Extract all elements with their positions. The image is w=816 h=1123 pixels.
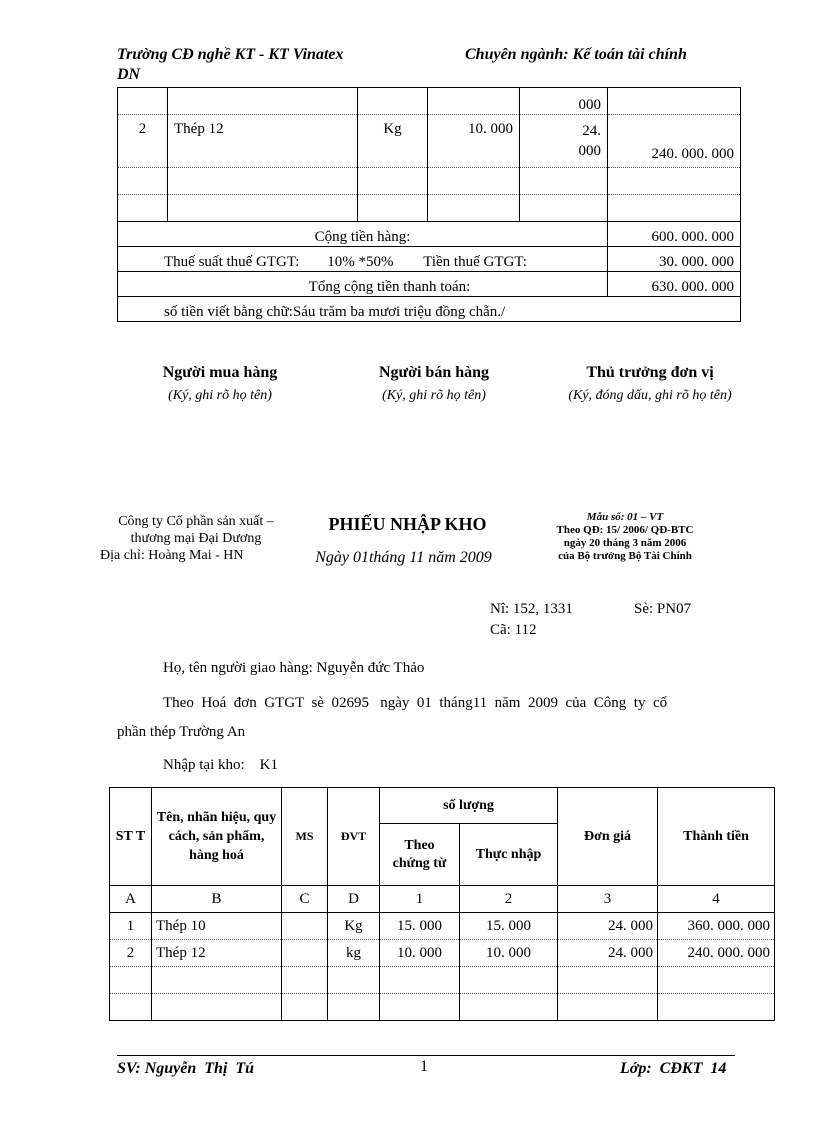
- receipt-number: Sè: PN07: [634, 601, 692, 617]
- vat-amount: 30. 000. 000: [608, 247, 741, 272]
- signature-title: Thủ trưởng đơn vị: [586, 364, 714, 381]
- price-line2: 000: [578, 143, 601, 159]
- col-name: Tên, nhãn hiệu, quy cách, sản phẩm, hàng hoá: [152, 788, 282, 886]
- qty-cell: 10. 000: [428, 115, 520, 168]
- goods-total-label: Cộng tiền hàng:: [118, 222, 608, 247]
- debit-account: Nî: 152, 1331: [490, 601, 573, 617]
- signature-title: Người mua hàng: [162, 364, 278, 381]
- receipt-date: Ngày 01tháng 11 năm 2009: [315, 549, 492, 566]
- goods-total-value: 600. 000. 000: [608, 222, 741, 247]
- table-row: 1 Thép 10 Kg 15. 000 15. 000 24. 000 360. 000. 000: [110, 913, 775, 940]
- school-name-suffix: DN: [117, 66, 141, 83]
- company-block: [96, 513, 296, 564]
- table-row: 2 Thép 12 kg 10. 000 10. 000 24. 000 240. 000. 000: [110, 940, 775, 967]
- table-row: [118, 88, 741, 115]
- table-row: [118, 168, 741, 195]
- footer-rule: [117, 1055, 735, 1056]
- school-name: Trường CĐ nghề KT - KT Vinatex: [117, 46, 344, 63]
- col-amount: Thành tiền: [658, 788, 775, 886]
- form-number: Mẫu số: 01 – VT: [586, 511, 664, 523]
- table-row: [110, 967, 775, 994]
- col-price: Đơn giá: [558, 788, 658, 886]
- signature-note: (Ký, ghi rõ họ tên): [382, 388, 486, 403]
- class-name: Lớp: CĐKT 14: [620, 1060, 727, 1077]
- col-by-document: Theo chứng từ: [380, 824, 460, 886]
- invoice-reference-cont: phần thép Trường An: [117, 724, 246, 740]
- signature-note: (Ký, đóng dấu, ghi rõ họ tên): [568, 388, 732, 403]
- col-unit: ĐVT: [328, 788, 380, 886]
- price-cell: [520, 115, 608, 168]
- director-signature: [540, 364, 760, 404]
- grand-total-value: 630. 000. 000: [608, 272, 741, 297]
- invoice-reference: Theo Hoá đơn GTGT sè 02695 ngày 01 tháng11 năm 2009 của Công ty cổ: [163, 695, 668, 711]
- deliverer-line: Họ, tên người giao hàng: Nguyễn đức Thảo: [163, 660, 425, 676]
- goods-total-row: [118, 222, 741, 247]
- page-number: 1: [420, 1058, 428, 1075]
- buyer-signature: [120, 364, 320, 404]
- student-name: SV: Nguyễn Thị Tú: [117, 1060, 255, 1077]
- price-cell: 000: [520, 88, 608, 115]
- credit-account: Cã: 112: [490, 622, 537, 638]
- company-line1: Công ty Cổ phần sản xuất –: [118, 514, 274, 529]
- signature-note: (Ký, ghi rõ họ tên): [168, 388, 272, 403]
- receipt-title: PHIẾU NHẬP KHO: [328, 514, 487, 534]
- warehouse-line: Nhập tại kho: K1: [163, 757, 278, 773]
- in-words-row: [118, 297, 741, 322]
- stt-cell: 2: [118, 115, 168, 168]
- receipt-table: [109, 787, 775, 1021]
- table-row: [118, 195, 741, 222]
- invoice-table: [117, 88, 741, 322]
- table-row: [110, 994, 775, 1021]
- code-row: A B C D 1 2 3 4: [110, 886, 775, 913]
- grand-total-row: [118, 272, 741, 297]
- col-actual: Thực nhập: [460, 824, 558, 886]
- vat-row: [118, 247, 741, 272]
- vat-amount-label: Tiền thuế GTGT:: [423, 254, 527, 270]
- form-info: [520, 511, 730, 563]
- seller-signature: [334, 364, 534, 404]
- grand-total-label: Tổng cộng tiền thanh toán:: [118, 272, 608, 297]
- col-quantity: số lượng: [380, 788, 558, 824]
- signature-title: Người bán hàng: [378, 364, 490, 381]
- form-issuer: của Bộ trưởng Bộ Tài Chính: [558, 550, 692, 562]
- vat-rate-label: Thuế suất thuế GTGT:: [164, 254, 300, 270]
- amount-cell: 240. 000. 000: [608, 115, 741, 168]
- vat-rate: 10% *50%: [327, 254, 394, 270]
- form-date: ngày 20 tháng 3 năm 2006: [563, 537, 687, 549]
- item-name-cell: Thép 12: [168, 115, 358, 168]
- major: Chuyên ngành: Kế toán tài chính: [465, 46, 687, 63]
- table-row: [118, 115, 741, 168]
- unit-cell: Kg: [358, 115, 428, 168]
- company-address: Địa chỉ: Hoàng Mai - HN: [100, 548, 244, 563]
- col-ms: MS: [282, 788, 328, 886]
- amount-in-words: số tiền viết bằng chữ:Sáu trăm ba mươi triệu đồng chẵn./: [118, 297, 741, 322]
- company-line2: thương mại Đại Dương: [130, 531, 262, 546]
- col-stt: ST T: [110, 788, 152, 886]
- price-line1: 24.: [582, 123, 601, 139]
- form-decision: Theo QĐ: 15/ 2006/ QĐ-BTC: [556, 524, 694, 536]
